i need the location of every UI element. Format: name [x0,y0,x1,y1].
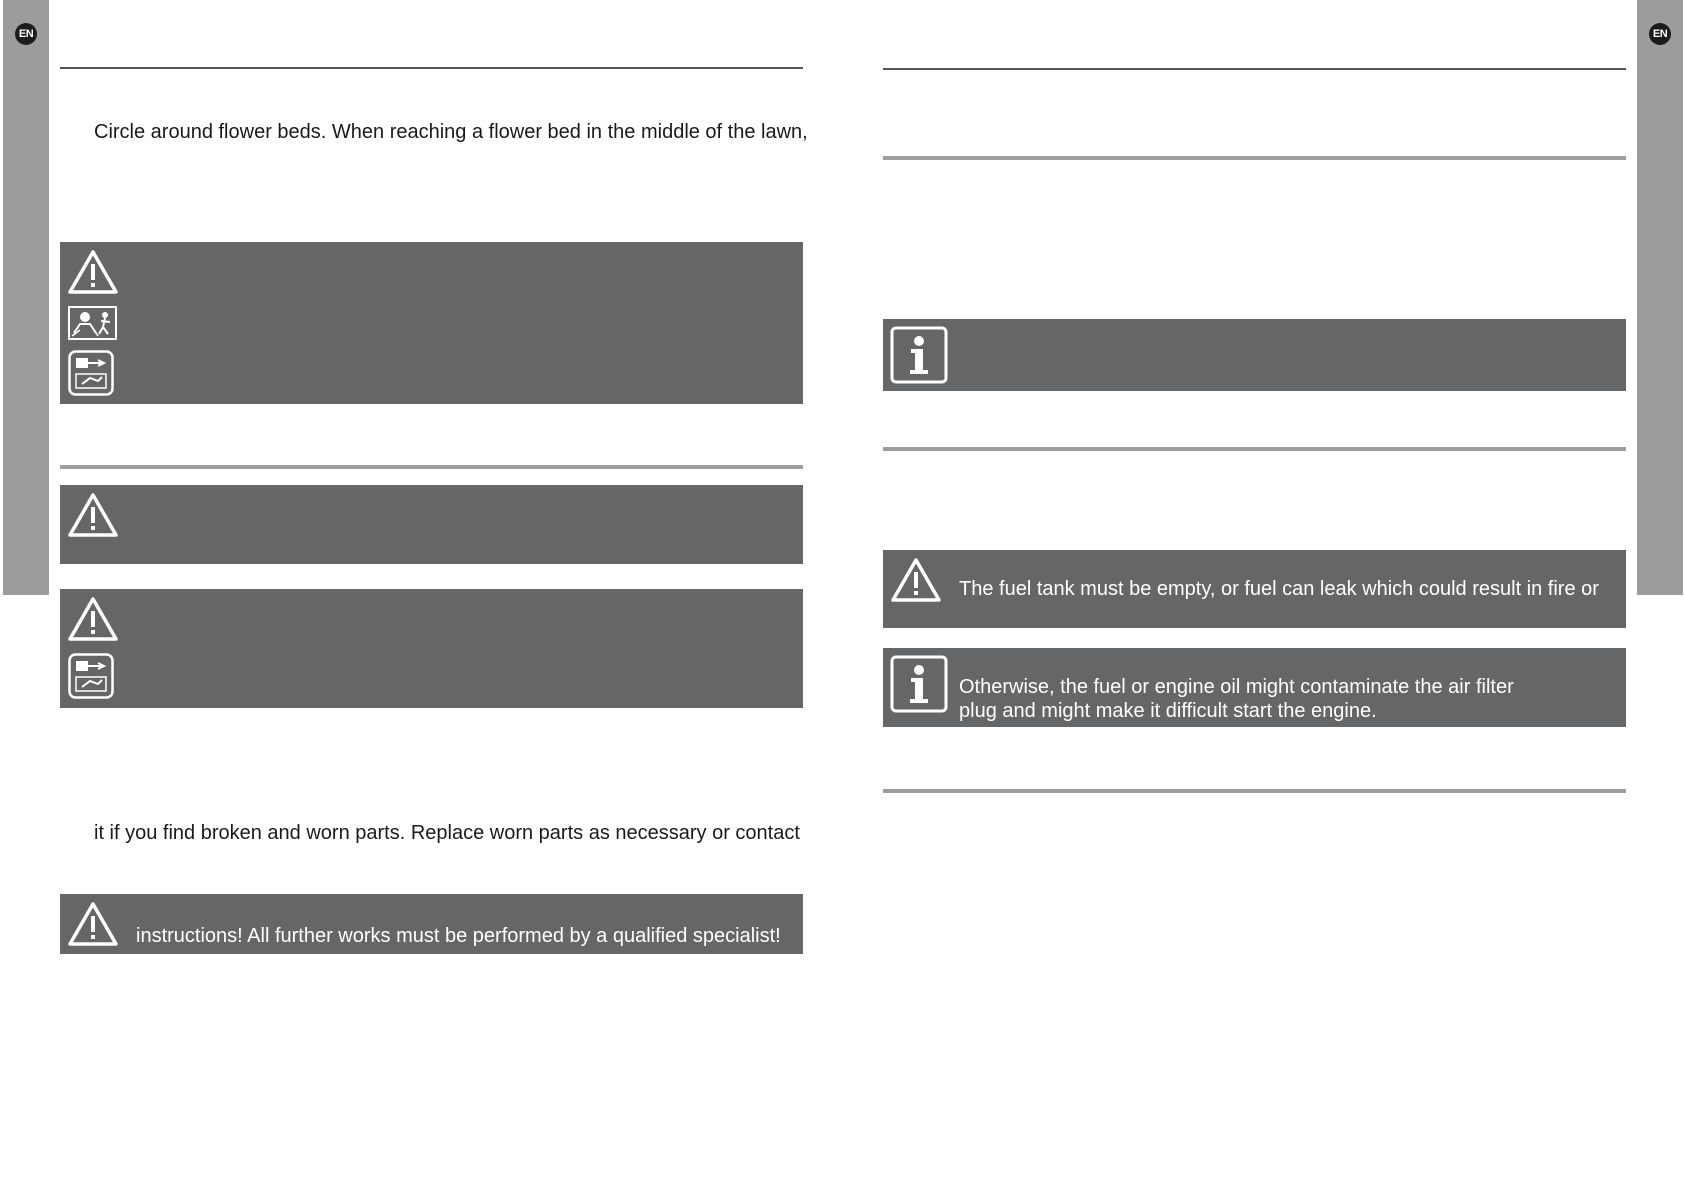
right-side-tab [1637,0,1683,595]
info-icon [890,326,948,384]
section-rule [60,465,803,469]
section-rule [883,447,1626,451]
disconnect-spark-plug-icon [68,350,114,396]
header-rule [60,67,803,69]
paragraph-flower-beds: Circle around flower beds. When reaching a flower bed in the middle of the lawn, [94,121,808,143]
warning-triangle-icon [890,557,942,603]
keep-bystanders-away-icon [68,306,117,340]
warning-triangle-icon [67,492,119,538]
disconnect-spark-plug-icon [68,653,114,699]
section-rule [883,789,1626,793]
info-text-line-2: plug and might make it difficult start the engine. [959,700,1377,722]
info-box [883,648,1626,727]
info-box [883,319,1626,391]
warning-box [60,242,803,404]
warning-text: The fuel tank must be empty, or fuel can leak which could result in fire or [959,578,1599,600]
paragraph-worn-parts: it if you find broken and worn parts. Replace worn parts as necessary or contact [94,822,800,844]
section-rule [883,156,1626,160]
language-badge: EN [15,23,37,45]
left-side-tab [3,0,49,595]
warning-triangle-icon [67,901,119,947]
info-icon [890,655,948,713]
warning-box [883,550,1626,628]
info-text-line-1: Otherwise, the fuel or engine oil might contaminate the air filter [959,676,1514,698]
language-badge: EN [1649,23,1671,45]
warning-box [60,485,803,564]
warning-text: instructions! All further works must be performed by a qualified specialist! [136,925,781,947]
warning-box [60,589,803,708]
warning-triangle-icon [67,596,119,642]
warning-triangle-icon [67,249,119,295]
header-rule [883,68,1626,70]
warning-box [60,894,803,954]
